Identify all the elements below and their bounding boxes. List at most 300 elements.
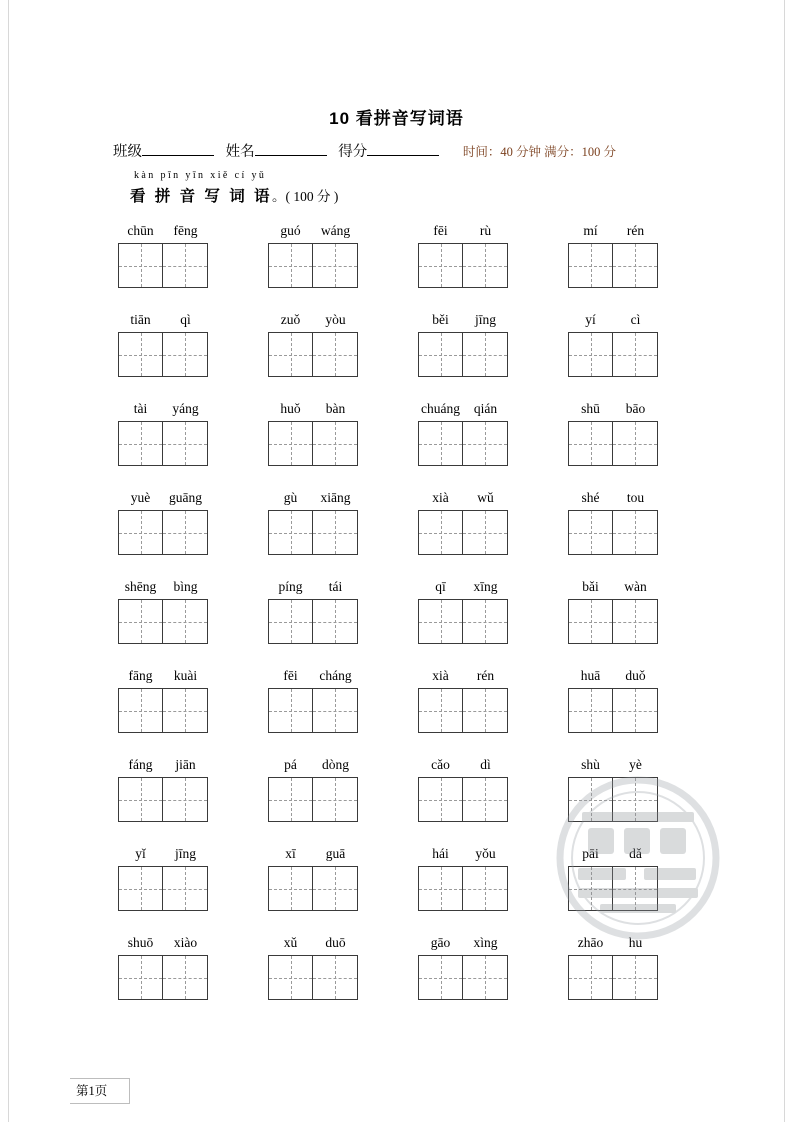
exercise-item: [268, 222, 418, 311]
answer-boxes: [568, 688, 718, 733]
exercise-item: [118, 667, 268, 756]
character-box[interactable]: [418, 332, 463, 377]
box-vertical-guide: [635, 689, 636, 732]
exercise-item: [118, 578, 268, 667]
character-box[interactable]: [568, 332, 613, 377]
pinyin-label: [268, 756, 418, 774]
answer-boxes: [418, 421, 568, 466]
box-horizontal-guide: [163, 978, 207, 979]
character-box[interactable]: [418, 510, 463, 555]
exercise-item: [568, 222, 718, 311]
character-box[interactable]: [613, 866, 658, 911]
character-box[interactable]: [268, 332, 313, 377]
box-horizontal-guide: [313, 711, 357, 712]
answer-boxes: [418, 332, 568, 377]
pinyin-label: [118, 489, 268, 507]
box-horizontal-guide: [313, 622, 357, 623]
box-horizontal-guide: [119, 266, 162, 267]
answer-boxes: [118, 955, 268, 1000]
box-horizontal-guide: [569, 889, 612, 890]
page-edge-right: [784, 0, 785, 1122]
class-blank[interactable]: [142, 141, 214, 156]
answer-boxes: [568, 599, 718, 644]
box-horizontal-guide: [569, 800, 612, 801]
pinyin-label: [118, 845, 268, 863]
box-horizontal-guide: [613, 711, 657, 712]
pinyin-label: [418, 311, 568, 329]
exercise-item: [268, 667, 418, 756]
answer-boxes: [568, 332, 718, 377]
answer-boxes: [568, 955, 718, 1000]
box-vertical-guide: [185, 778, 186, 821]
box-horizontal-guide: [569, 444, 612, 445]
box-vertical-guide: [291, 600, 292, 643]
pinyin-syllable: kuài: [173, 668, 198, 683]
character-box[interactable]: [118, 777, 163, 822]
pinyin-syllable: shū: [581, 401, 600, 416]
pinyin-syllable: tiān: [130, 312, 151, 327]
box-vertical-guide: [485, 689, 486, 732]
pinyin-label: [568, 667, 718, 685]
pinyin-label: [418, 667, 568, 685]
score-blank[interactable]: [367, 141, 439, 156]
pinyin-syllable: mí: [583, 223, 598, 238]
box-vertical-guide: [141, 333, 142, 376]
box-horizontal-guide: [313, 889, 357, 890]
box-vertical-guide: [441, 867, 442, 910]
box-vertical-guide: [291, 867, 292, 910]
character-box[interactable]: [463, 510, 508, 555]
character-box[interactable]: [313, 421, 358, 466]
character-box[interactable]: [268, 955, 313, 1000]
exercise-item: [118, 489, 268, 578]
exercise-item: [418, 667, 568, 756]
answer-boxes: [268, 599, 418, 644]
box-horizontal-guide: [163, 889, 207, 890]
box-vertical-guide: [291, 422, 292, 465]
pinyin-syllable: xià: [432, 668, 449, 683]
pinyin-syllable: duō: [325, 935, 346, 950]
box-horizontal-guide: [419, 800, 462, 801]
box-horizontal-guide: [163, 533, 207, 534]
character-box[interactable]: [418, 955, 463, 1000]
character-box[interactable]: [118, 688, 163, 733]
pinyin-syllable: xià: [432, 490, 449, 505]
box-vertical-guide: [591, 778, 592, 821]
answer-boxes: [268, 688, 418, 733]
character-box[interactable]: [418, 421, 463, 466]
character-box[interactable]: [118, 866, 163, 911]
pinyin-syllable: fēng: [173, 223, 198, 238]
character-box[interactable]: [463, 777, 508, 822]
character-box[interactable]: [568, 421, 613, 466]
character-box[interactable]: [118, 955, 163, 1000]
character-box[interactable]: [613, 510, 658, 555]
box-vertical-guide: [441, 600, 442, 643]
box-horizontal-guide: [613, 444, 657, 445]
answer-boxes: [568, 421, 718, 466]
exam-meta: 时间：40 分钟 满分：100 分: [462, 145, 617, 159]
character-box[interactable]: [118, 332, 163, 377]
answer-boxes: [418, 688, 568, 733]
character-box[interactable]: [313, 510, 358, 555]
box-horizontal-guide: [569, 533, 612, 534]
pinyin-syllable: bàn: [325, 401, 346, 416]
character-box[interactable]: [418, 243, 463, 288]
box-vertical-guide: [591, 600, 592, 643]
pinyin-syllable: yǐ: [135, 846, 146, 861]
answer-boxes: [568, 866, 718, 911]
character-box[interactable]: [268, 510, 313, 555]
pinyin-label: [568, 489, 718, 507]
character-box[interactable]: [613, 955, 658, 1000]
answer-boxes: [268, 955, 418, 1000]
exercise-item: [268, 578, 418, 667]
character-box[interactable]: [418, 866, 463, 911]
box-vertical-guide: [635, 600, 636, 643]
box-horizontal-guide: [463, 711, 507, 712]
character-box[interactable]: [418, 777, 463, 822]
box-vertical-guide: [141, 956, 142, 999]
answer-boxes: [268, 421, 418, 466]
box-vertical-guide: [335, 867, 336, 910]
exercise-row: [118, 222, 718, 311]
box-horizontal-guide: [269, 266, 312, 267]
character-box[interactable]: [268, 243, 313, 288]
exercise-item: [568, 934, 718, 1023]
character-box[interactable]: [163, 955, 208, 1000]
box-horizontal-guide: [119, 622, 162, 623]
box-vertical-guide: [185, 422, 186, 465]
box-vertical-guide: [141, 867, 142, 910]
pinyin-label: [568, 400, 718, 418]
exercise-item: [418, 400, 568, 489]
pinyin-syllable: yuè: [130, 490, 151, 505]
box-horizontal-guide: [613, 533, 657, 534]
pinyin-label: [568, 222, 718, 240]
box-vertical-guide: [441, 689, 442, 732]
character-box[interactable]: [118, 510, 163, 555]
pinyin-syllable: fēi: [433, 223, 448, 238]
character-box[interactable]: [313, 777, 358, 822]
exercise-item: [568, 489, 718, 578]
pinyin-syllable: xiào: [173, 935, 198, 950]
box-horizontal-guide: [163, 355, 207, 356]
character-box[interactable]: [163, 866, 208, 911]
pinyin-syllable: guā: [325, 846, 346, 861]
box-vertical-guide: [485, 333, 486, 376]
box-horizontal-guide: [313, 800, 357, 801]
pinyin-label: [568, 934, 718, 952]
box-vertical-guide: [485, 244, 486, 287]
box-horizontal-guide: [419, 889, 462, 890]
box-vertical-guide: [635, 511, 636, 554]
pinyin-syllable: rén: [476, 668, 495, 683]
character-box[interactable]: [163, 421, 208, 466]
box-vertical-guide: [441, 244, 442, 287]
name-blank[interactable]: [255, 141, 327, 156]
box-vertical-guide: [141, 244, 142, 287]
exercise-item: [268, 845, 418, 934]
box-vertical-guide: [185, 867, 186, 910]
pinyin-syllable: yǒu: [475, 846, 496, 861]
pinyin-label: [118, 756, 268, 774]
box-vertical-guide: [291, 244, 292, 287]
pinyin-label: [118, 311, 268, 329]
character-box[interactable]: [118, 243, 163, 288]
character-box[interactable]: [613, 421, 658, 466]
box-horizontal-guide: [463, 355, 507, 356]
pinyin-syllable: huā: [580, 668, 601, 683]
pinyin-syllable: xìng: [473, 935, 498, 950]
page-footer: 第1页: [70, 1078, 130, 1104]
box-horizontal-guide: [269, 355, 312, 356]
box-vertical-guide: [335, 600, 336, 643]
pinyin-syllable: chūn: [127, 223, 154, 238]
character-box[interactable]: [118, 599, 163, 644]
character-box[interactable]: [313, 955, 358, 1000]
box-horizontal-guide: [269, 444, 312, 445]
box-vertical-guide: [141, 511, 142, 554]
box-vertical-guide: [635, 778, 636, 821]
answer-boxes: [268, 243, 418, 288]
character-box[interactable]: [568, 599, 613, 644]
exercise-row: [118, 489, 718, 578]
answer-boxes: [418, 599, 568, 644]
box-horizontal-guide: [569, 622, 612, 623]
character-box[interactable]: [463, 243, 508, 288]
pinyin-syllable: pá: [284, 757, 297, 772]
pinyin-label: [268, 667, 418, 685]
character-box[interactable]: [268, 599, 313, 644]
character-box[interactable]: [163, 688, 208, 733]
box-horizontal-guide: [269, 800, 312, 801]
exercise-item: [118, 845, 268, 934]
page-edge-left: [8, 0, 9, 1122]
exercise-row: [118, 667, 718, 756]
exercise-item: [268, 934, 418, 1023]
pinyin-syllable: fāng: [128, 668, 153, 683]
character-box[interactable]: [418, 599, 463, 644]
pinyin-label: [418, 845, 568, 863]
box-vertical-guide: [291, 956, 292, 999]
box-vertical-guide: [185, 511, 186, 554]
character-box[interactable]: [568, 243, 613, 288]
box-horizontal-guide: [163, 266, 207, 267]
character-box[interactable]: [268, 866, 313, 911]
character-box[interactable]: [313, 599, 358, 644]
box-horizontal-guide: [313, 266, 357, 267]
pinyin-syllable: yáng: [172, 401, 199, 416]
box-vertical-guide: [635, 956, 636, 999]
character-box[interactable]: [463, 332, 508, 377]
exercise-grid: [118, 222, 718, 1023]
box-vertical-guide: [441, 333, 442, 376]
box-horizontal-guide: [419, 622, 462, 623]
character-box[interactable]: [163, 243, 208, 288]
box-horizontal-guide: [613, 622, 657, 623]
pinyin-syllable: bìng: [173, 579, 198, 594]
box-horizontal-guide: [613, 800, 657, 801]
pinyin-syllable: wǔ: [477, 490, 494, 505]
character-box[interactable]: [568, 777, 613, 822]
box-vertical-guide: [185, 244, 186, 287]
student-info-line: [113, 140, 693, 161]
box-horizontal-guide: [119, 889, 162, 890]
section-pinyin: kàn pīn yīn xiě cí yǔ: [134, 170, 267, 181]
box-vertical-guide: [635, 333, 636, 376]
answer-boxes: [268, 332, 418, 377]
section-points: 。( 100 分 ): [272, 189, 339, 204]
box-vertical-guide: [591, 333, 592, 376]
box-vertical-guide: [291, 778, 292, 821]
pinyin-label: [118, 578, 268, 596]
character-box[interactable]: [268, 777, 313, 822]
answer-boxes: [118, 866, 268, 911]
pinyin-label: [268, 222, 418, 240]
pinyin-syllable: píng: [278, 579, 303, 594]
pinyin-syllable: fēi: [283, 668, 298, 683]
character-box[interactable]: [268, 421, 313, 466]
pinyin-syllable: yòu: [325, 312, 346, 327]
character-box[interactable]: [613, 599, 658, 644]
character-box[interactable]: [613, 332, 658, 377]
box-horizontal-guide: [463, 444, 507, 445]
box-horizontal-guide: [313, 355, 357, 356]
section-heading-text: 看 拼 音 写 词 语: [130, 188, 273, 205]
box-horizontal-guide: [119, 978, 162, 979]
box-vertical-guide: [591, 511, 592, 554]
exercise-row: [118, 311, 718, 400]
pinyin-syllable: wáng: [320, 223, 351, 238]
character-box[interactable]: [313, 332, 358, 377]
box-horizontal-guide: [119, 711, 162, 712]
box-vertical-guide: [141, 778, 142, 821]
pinyin-syllable: xīng: [473, 579, 498, 594]
box-horizontal-guide: [419, 444, 462, 445]
exercise-item: [418, 578, 568, 667]
pinyin-label: [118, 667, 268, 685]
character-box[interactable]: [418, 688, 463, 733]
exercise-item: [568, 667, 718, 756]
pinyin-syllable: qián: [473, 401, 498, 416]
pinyin-label: [268, 934, 418, 952]
pinyin-syllable: wàn: [624, 579, 647, 594]
exercise-item: [268, 489, 418, 578]
answer-boxes: [118, 243, 268, 288]
pinyin-label: [118, 934, 268, 952]
box-vertical-guide: [291, 333, 292, 376]
pinyin-syllable: jīng: [474, 312, 496, 327]
character-box[interactable]: [313, 688, 358, 733]
answer-boxes: [568, 243, 718, 288]
box-horizontal-guide: [163, 622, 207, 623]
box-vertical-guide: [185, 600, 186, 643]
exercise-item: [268, 311, 418, 400]
pinyin-syllable: guó: [280, 223, 301, 238]
answer-boxes: [118, 332, 268, 377]
box-vertical-guide: [335, 244, 336, 287]
answer-boxes: [268, 510, 418, 555]
answer-boxes: [118, 421, 268, 466]
answer-boxes: [418, 866, 568, 911]
pinyin-label: [268, 311, 418, 329]
pinyin-label: [118, 222, 268, 240]
box-vertical-guide: [291, 511, 292, 554]
exercise-item: [418, 845, 568, 934]
exercise-item: [118, 311, 268, 400]
pinyin-syllable: tou: [626, 490, 645, 505]
character-box[interactable]: [313, 866, 358, 911]
box-vertical-guide: [591, 244, 592, 287]
character-box[interactable]: [613, 243, 658, 288]
character-box[interactable]: [163, 777, 208, 822]
box-horizontal-guide: [163, 800, 207, 801]
pinyin-syllable: yí: [585, 312, 596, 327]
pinyin-syllable: duǒ: [625, 668, 646, 683]
character-box[interactable]: [568, 688, 613, 733]
box-vertical-guide: [591, 956, 592, 999]
section-heading: [130, 184, 338, 206]
box-vertical-guide: [635, 244, 636, 287]
pinyin-syllable: zhāo: [577, 935, 604, 950]
character-box[interactable]: [163, 332, 208, 377]
character-box[interactable]: [313, 243, 358, 288]
character-box[interactable]: [118, 421, 163, 466]
pinyin-syllable: shuō: [127, 935, 154, 950]
pinyin-label: [268, 845, 418, 863]
pinyin-syllable: shù: [581, 757, 600, 772]
pinyin-syllable: cháng: [319, 668, 352, 683]
character-box[interactable]: [268, 688, 313, 733]
character-box[interactable]: [463, 421, 508, 466]
pinyin-syllable: rù: [479, 223, 492, 238]
character-box[interactable]: [463, 955, 508, 1000]
box-horizontal-guide: [613, 978, 657, 979]
box-vertical-guide: [485, 778, 486, 821]
box-horizontal-guide: [269, 533, 312, 534]
character-box[interactable]: [463, 599, 508, 644]
exercise-item: [568, 845, 718, 934]
box-vertical-guide: [141, 600, 142, 643]
box-vertical-guide: [485, 956, 486, 999]
box-vertical-guide: [335, 689, 336, 732]
pinyin-label: [418, 400, 568, 418]
character-box[interactable]: [613, 688, 658, 733]
pinyin-syllable: tái: [328, 579, 343, 594]
character-box[interactable]: [163, 510, 208, 555]
box-horizontal-guide: [119, 444, 162, 445]
character-box[interactable]: [568, 955, 613, 1000]
answer-boxes: [118, 510, 268, 555]
pinyin-syllable: xiāng: [320, 490, 351, 505]
character-box[interactable]: [568, 510, 613, 555]
pinyin-syllable: xǔ: [283, 935, 298, 950]
character-box[interactable]: [568, 866, 613, 911]
character-box[interactable]: [463, 866, 508, 911]
exercise-item: [568, 756, 718, 845]
pinyin-syllable: hu: [628, 935, 643, 950]
character-box[interactable]: [613, 777, 658, 822]
box-horizontal-guide: [613, 355, 657, 356]
character-box[interactable]: [163, 599, 208, 644]
name-label: 姓名: [225, 144, 255, 160]
pinyin-label: [268, 489, 418, 507]
box-horizontal-guide: [463, 889, 507, 890]
pinyin-syllable: tài: [133, 401, 148, 416]
box-vertical-guide: [185, 333, 186, 376]
character-box[interactable]: [463, 688, 508, 733]
